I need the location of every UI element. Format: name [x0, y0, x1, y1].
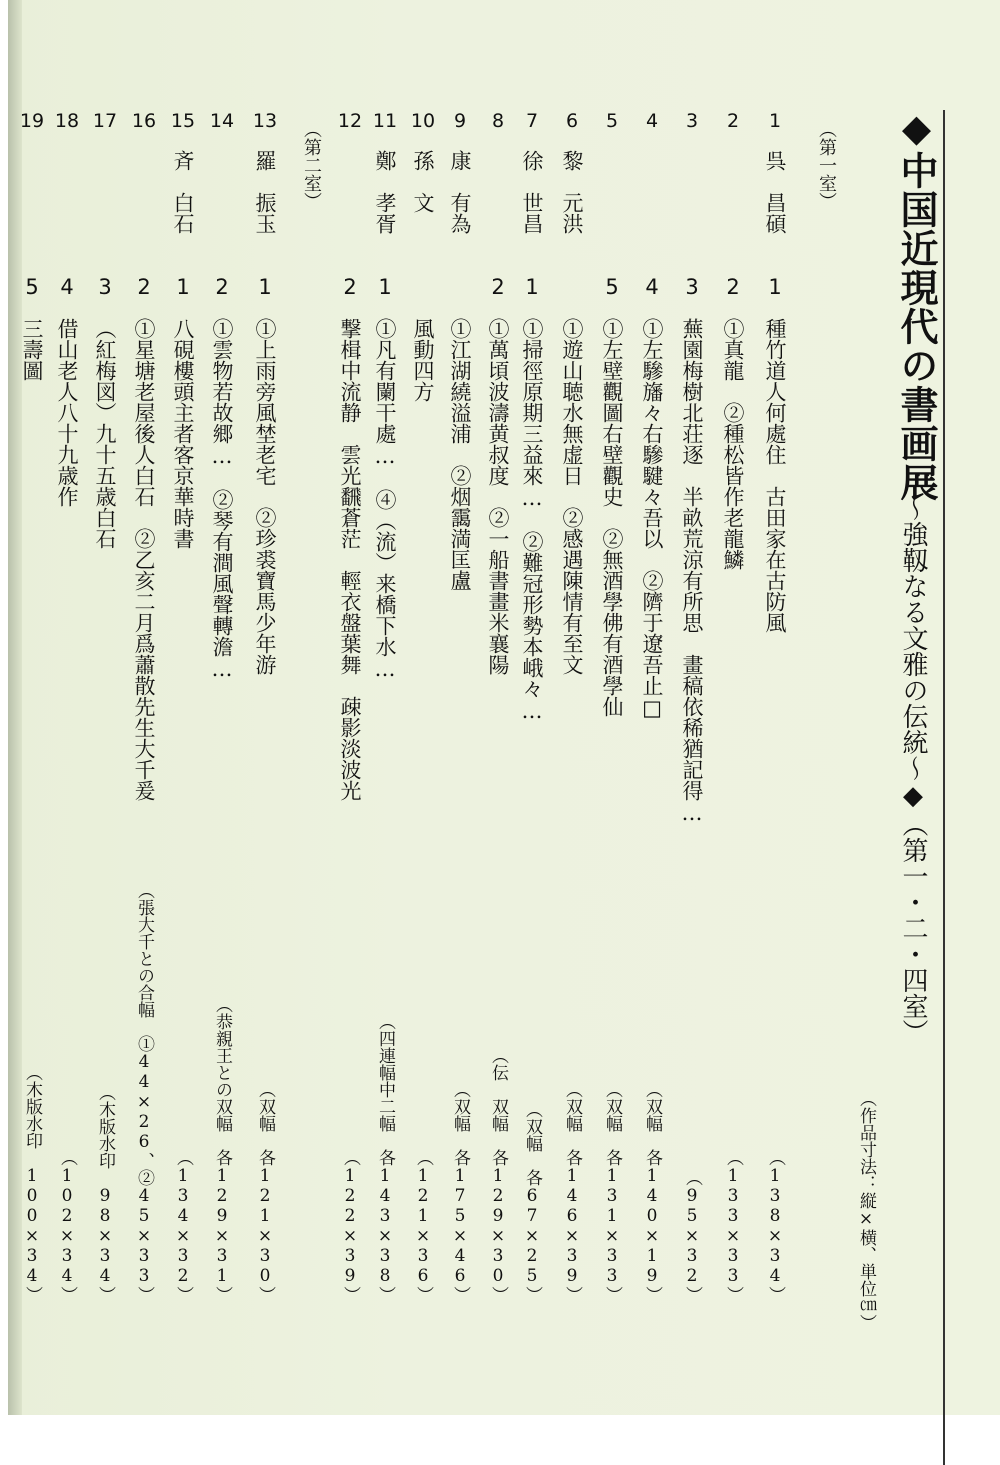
work-dimensions: （138×34）	[765, 1149, 785, 1303]
work-number: 2	[137, 275, 151, 299]
catalog-number: 12	[337, 110, 363, 132]
work-dimensions: （双幅 各140×19）	[642, 1081, 662, 1303]
work-number: 4	[60, 275, 74, 299]
work-title: 三壽圖	[20, 318, 44, 381]
work-dimensions: （95×32）	[682, 1169, 702, 1303]
catalog-number: 5	[605, 110, 619, 132]
work-dimensions: （張大千との合幅 ①44×26、②45×33）	[134, 882, 154, 1303]
work-dimensions: （双幅 各131×33）	[602, 1081, 622, 1303]
work-dimensions: （121×36）	[413, 1149, 433, 1303]
work-title: ①雲物若故郷… ②琴有澗風聲轉澹…	[210, 318, 234, 681]
work-title: ①上雨旁風埜老宅 ②珍裘寶馬少年游	[253, 318, 277, 675]
work-title: ①真龍 ②種松皆作老龍鱗	[721, 318, 745, 570]
work-number: 2	[491, 275, 505, 299]
work-dimensions: （木版水印 98×34）	[95, 1084, 115, 1303]
work-title: ①萬頃波濤黄叔度 ②一船書畫米襄陽	[486, 318, 510, 675]
work-number: 5	[25, 275, 39, 299]
work-title: ①凡有闌干處… ④（流）来橋下水…	[373, 318, 397, 681]
catalog-number: 3	[685, 110, 699, 132]
work-number: 5	[605, 275, 619, 299]
work-title: 種竹道人何處住 古田家在古防風	[763, 318, 787, 633]
work-dimensions: （双幅 各121×30）	[255, 1081, 275, 1303]
work-dimensions: （四連幅中二幅 各143×38）	[375, 1013, 395, 1303]
catalog-number: 16	[131, 110, 157, 132]
work-title: ①星塘老屋後人白石 ②乙亥二月爲蕭散先生大千爰	[132, 318, 156, 801]
dimensions-note: （作品寸法：縦×横、単位㎝）	[856, 1090, 876, 1331]
artist-name: 羅 振玉	[253, 150, 277, 234]
artist-name: 徐 世昌	[520, 150, 544, 234]
catalog-number: 13	[252, 110, 278, 132]
work-title: 風動四方	[411, 318, 435, 402]
work-title: ①掃徑原期三益來… ②難冠形勢本峨々…	[520, 318, 544, 723]
catalog-number: 9	[453, 110, 467, 132]
artist-name: 斉 白石	[171, 150, 195, 234]
catalog-number: 15	[170, 110, 196, 132]
work-number: 2	[343, 275, 357, 299]
work-number: 2	[726, 275, 740, 299]
work-dimensions: （双幅 各146×39）	[562, 1081, 582, 1303]
work-title: ①遊山聴水無虚日 ②感遇陳情有至文	[560, 318, 584, 675]
catalog-number: 1	[768, 110, 782, 132]
catalog-number: 14	[209, 110, 235, 132]
artist-name: 鄭 孝胥	[373, 150, 397, 234]
catalog-page	[8, 0, 1000, 1415]
work-dimensions: （双幅 各175×46）	[450, 1081, 470, 1303]
work-number: 1	[176, 275, 190, 299]
room-heading-1: （第一室）	[816, 120, 837, 210]
artist-name: 黎 元洪	[560, 150, 584, 234]
artist-name: 呉 昌碩	[763, 150, 787, 234]
catalog-number: 4	[645, 110, 659, 132]
work-dimensions: （122×39）	[340, 1149, 360, 1303]
work-number: 1	[768, 275, 782, 299]
work-title: ①江湖繞溢浦 ②烟靄満匡盧	[448, 318, 472, 591]
catalog-number: 10	[410, 110, 436, 132]
catalog-number: 8	[491, 110, 505, 132]
binding-gutter	[8, 0, 22, 1415]
artist-name: 康 有為	[448, 150, 472, 234]
work-title: 蕪園梅樹北荘逐 半畝荒涼有所思 畫稿依稀猶記得…	[680, 318, 704, 825]
catalog-number: 11	[372, 110, 398, 132]
work-number: 2	[215, 275, 229, 299]
work-title: 八硯樓頭主者客京華時書	[171, 318, 195, 549]
catalog-number: 19	[19, 110, 45, 132]
work-number: 1	[258, 275, 272, 299]
room-heading-2: （第二室）	[301, 120, 322, 210]
work-number: 1	[378, 275, 392, 299]
work-dimensions: （双幅 各67×25）	[522, 1101, 542, 1303]
work-dimensions: （102×34）	[57, 1149, 77, 1303]
catalog-number: 6	[565, 110, 579, 132]
work-dimensions: （恭親王との双幅 各129×31）	[212, 996, 232, 1303]
catalog-number: 18	[54, 110, 80, 132]
work-number: 1	[525, 275, 539, 299]
catalog-number: 2	[726, 110, 740, 132]
exhibition-title: ◆中国近現代の書画展	[894, 105, 939, 502]
work-number: 3	[685, 275, 699, 299]
catalog-number: 7	[525, 110, 539, 132]
catalog-number: 17	[92, 110, 118, 132]
title-rule	[943, 110, 945, 1465]
work-dimensions: （134×32）	[173, 1149, 193, 1303]
exhibition-subtitle: ～強靱なる文雅の伝統～◆（第一・二・四室）	[898, 495, 928, 1045]
work-title: ①左驂旛々右驂騝々吾以 ②隮于遼吾止□	[640, 318, 664, 720]
artist-name: 孫 文	[411, 150, 435, 213]
work-title: （紅梅図）九十五歳白石	[93, 318, 117, 549]
work-number: 4	[645, 275, 659, 299]
work-dimensions: （伝 双幅 各129×30）	[488, 1047, 508, 1303]
work-title: ①左壁觀圖右壁觀史 ②無酒學佛有酒學仙	[600, 318, 624, 717]
work-number: 3	[98, 275, 112, 299]
work-dimensions: （133×33）	[723, 1149, 743, 1303]
work-dimensions: （木版水印 100×34）	[22, 1064, 42, 1303]
work-title: 撃楫中流静 雲光飜蒼茫 輕衣盤葉舞 疎影淡波光	[338, 318, 362, 801]
work-title: 借山老人八十九歳作	[55, 318, 79, 507]
